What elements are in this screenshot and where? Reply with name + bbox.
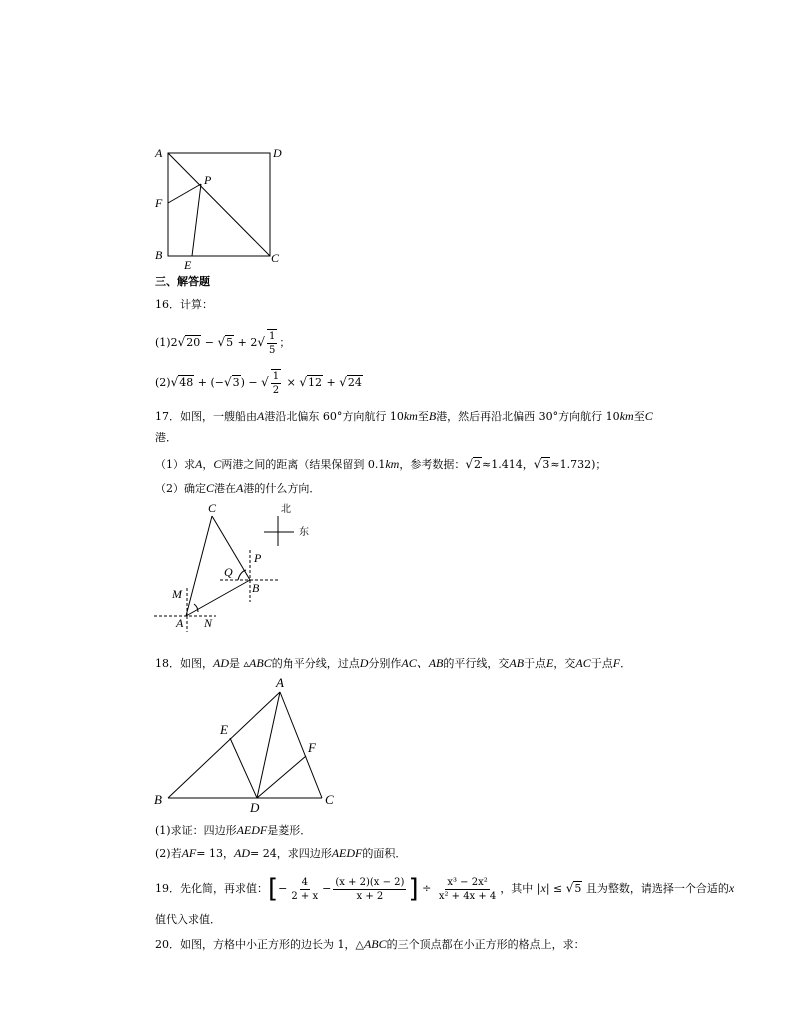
label-N: N [204,616,213,630]
q17-sub2: （2）确定C港在A港的什么方向． [155,481,321,495]
square-figure [150,140,290,270]
q16-stem: 16．计算： [155,298,213,311]
label-B: B [154,792,162,807]
label-P: P [204,173,212,187]
label-E: E [220,722,228,737]
label-Q: Q [224,565,233,579]
q18-stem: 18．如图，AD是 ▵ABC的角平分线，过点D分别作AC、AB的平行线，交AB于点E，交AC于点F． [155,656,632,670]
q19-stem: 19．先化简，再求值：[− $\frac{4}{2 + x}$ − $\frac{(x + 2)(x - 2)}{x + 2}$ ] ÷ $\frac{\text{x³ − 2x²}}{\text{x² + 4x + 4}}$ ，其中 |x| ≤ √5 且为整数，请选择一个合适的x [155,874,735,904]
label-F: F [155,196,163,210]
label-A: A [155,146,163,160]
rhombus-figure [150,672,350,817]
section-title: 三、解答题 [155,275,210,288]
q17-line1: 17．如图，一艘船由A港沿北偏东 60°方向航行 10km至B港，然后再沿北偏西 30°方向航行 10km至C [155,409,653,423]
label-A: A [276,675,284,690]
q16-part2: (2)√48 + (−√3) − √ $\frac{1}{2}$ × √12 + √24 [155,371,362,396]
label-C: C [208,501,217,515]
label-E: E [184,258,192,272]
label-M: M [172,587,182,601]
label-B: B [155,248,163,262]
label-F: F [308,740,316,755]
label-D: D [273,146,282,160]
label-C: C [271,251,280,265]
navigation-figure [150,498,330,638]
q19-line2: 值代入求值． [155,913,221,926]
q16-part1: (1)2√20 − √5 + 2√ $\frac{1}{5}$ ； [155,331,291,356]
label-C: C [325,792,334,807]
q18-part2: (2)若AF= 13，AD= 24，求四边形AEDF的面积． [155,846,407,860]
q17-line2: 港． [155,431,177,444]
north-label: 北 [281,504,291,515]
label-D: D [250,800,260,815]
east-label: 东 [299,527,309,538]
q20-stem: 20．如图，方格中小正方形的边长为 1，△ABC的三个顶点都在小正方形的格点上，求： [155,937,585,951]
q17-sub1: （1）求A，C两港之间的距离（结果保留到 0.1km，参考数据：√2≈1.414，√3≈1.732)； [155,457,607,471]
label-P: P [254,551,262,565]
q18-part1: (1)求证：四边形AEDF是菱形． [155,823,312,837]
label-A: A [176,616,184,630]
label-B: B [252,581,260,595]
